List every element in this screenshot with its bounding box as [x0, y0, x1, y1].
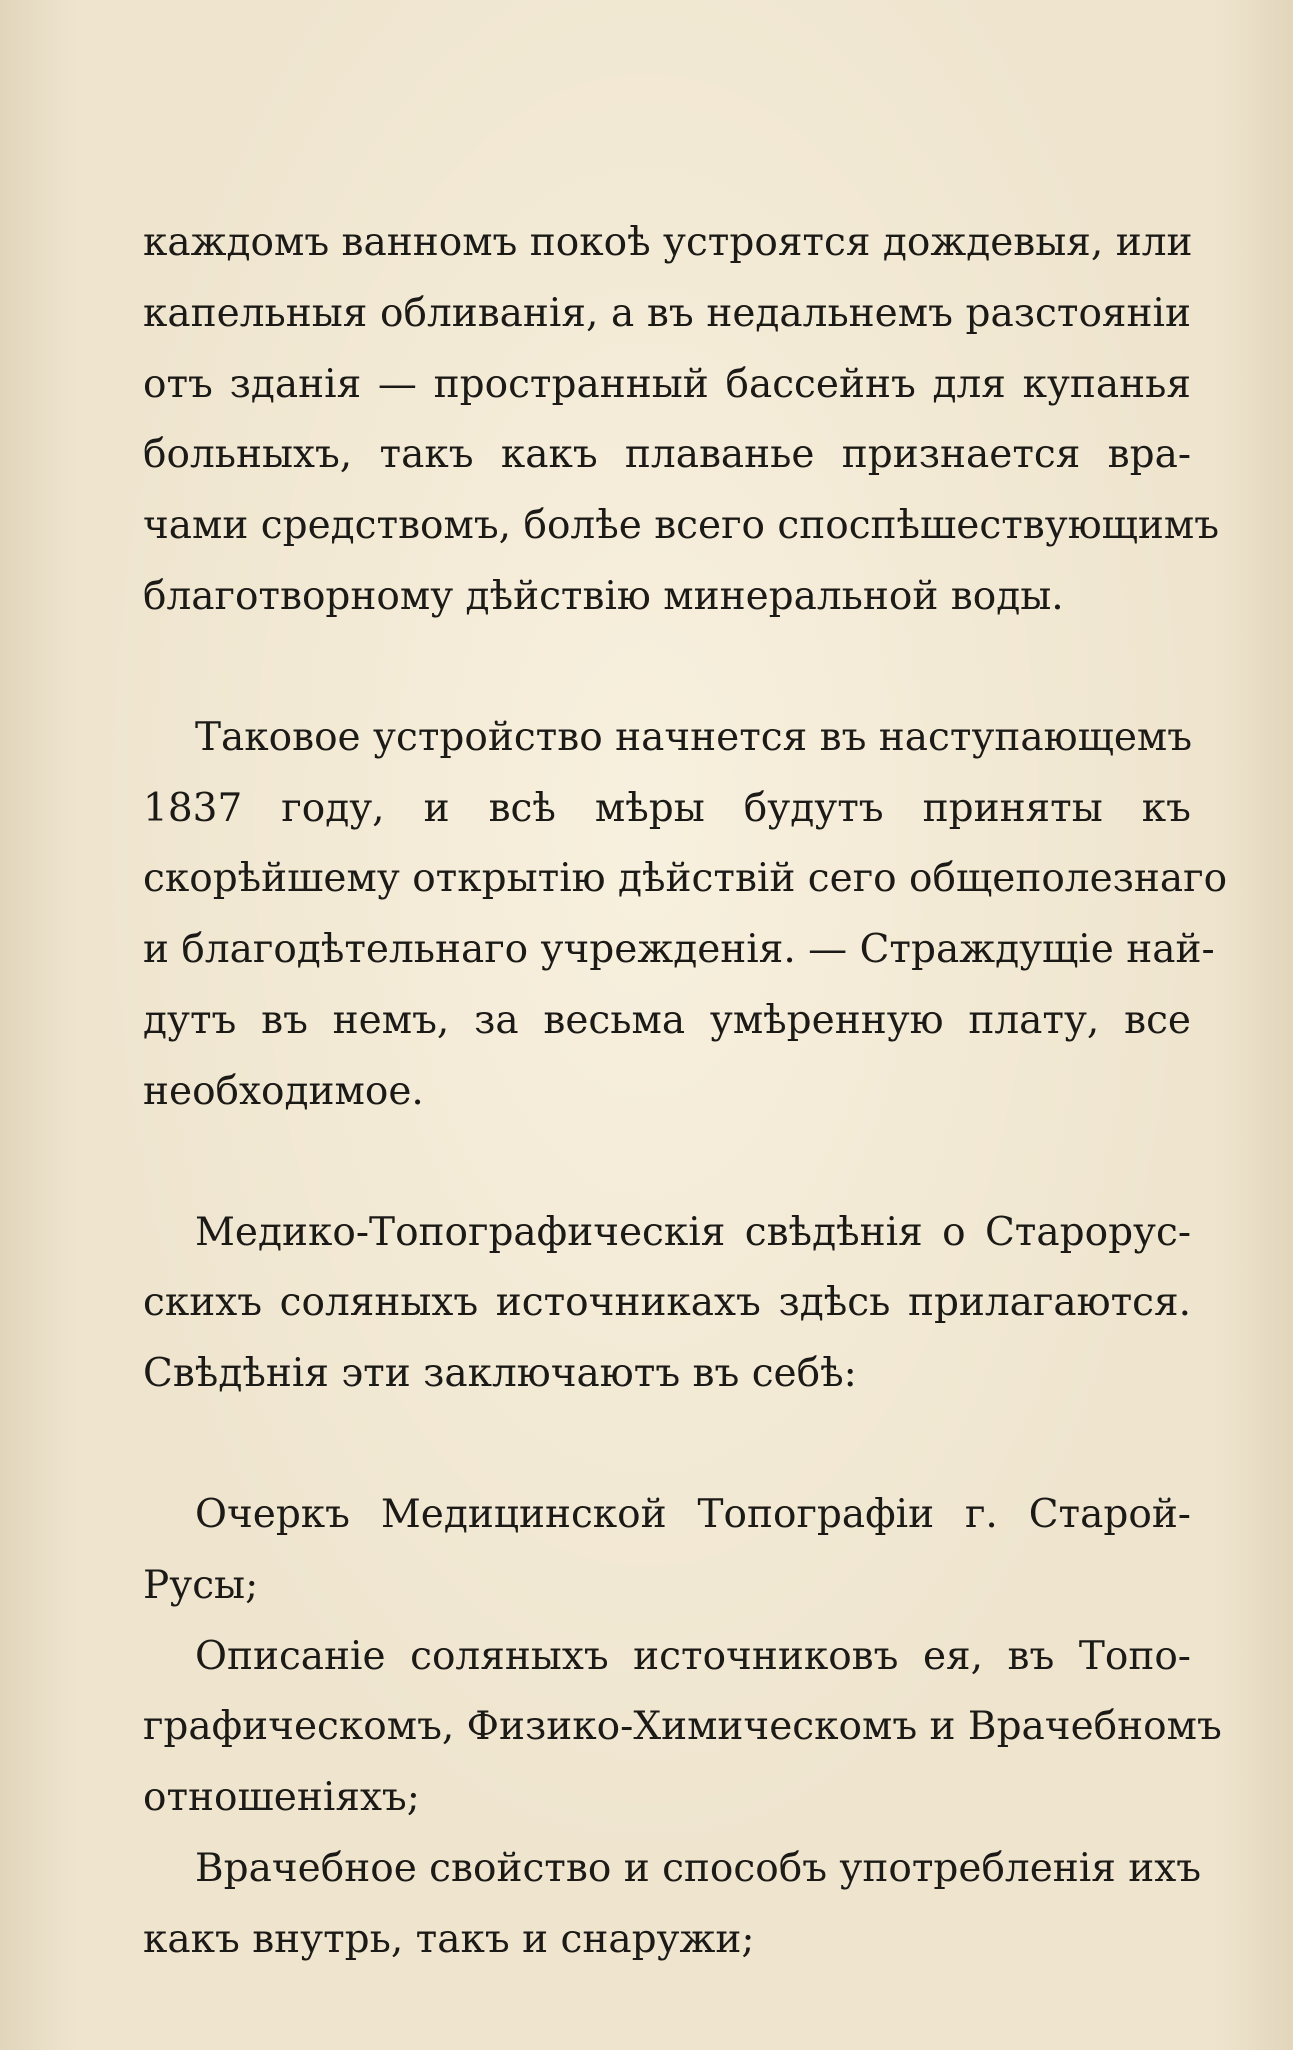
text-line: дутъ въ немъ, за весьма умѣренную плату, все [143, 997, 1191, 1043]
text-line: Описаніе соляныхъ источниковъ ея, въ Топо- [195, 1633, 1191, 1679]
text-line: необходимое. [143, 1068, 424, 1114]
text-line: Очеркъ Медицинской Топографіи г. Старой- [195, 1491, 1191, 1537]
text-line: благотворному дѣйствію минеральной воды. [143, 573, 1064, 619]
text-line: Врачебное свойство и способъ употребленія ихъ [195, 1845, 1202, 1891]
paragraph-5 [143, 1622, 1222, 1834]
paragraph-1 [143, 208, 1220, 633]
text-line: Свѣдѣнія эти заключаютъ въ себѣ: [143, 1351, 857, 1397]
paragraph-3 [143, 1198, 1191, 1410]
paragraph-gap [143, 1128, 1191, 1198]
paragraph-6 [143, 1834, 1202, 1976]
paragraph-4 [143, 1480, 1191, 1622]
text-line: графическомъ, Физико-Химическомъ и Врачебномъ [143, 1704, 1222, 1750]
text-line: отъ зданія — пространный бассейнъ для купанья [143, 361, 1191, 407]
text-line: скихъ соляныхъ источникахъ здѣсь прилагаются. [143, 1280, 1191, 1326]
text-line: больныхъ, такъ какъ плаванье признается вра- [143, 432, 1191, 478]
text-line: какъ внутрь, такъ и снаружи; [143, 1916, 755, 1962]
text-line: чами средствомъ, болѣе всего споспѣшествующимъ [143, 503, 1220, 549]
paragraph-2 [143, 703, 1228, 1128]
text-line: отношеніяхъ; [143, 1775, 420, 1821]
paragraph-gap [143, 633, 1191, 703]
text-line: Медико-Топографическія свѣдѣнія о Старорус- [195, 1209, 1191, 1255]
text-column [143, 208, 1228, 1976]
text-line: каждомъ ванномъ покоѣ устроятся дождевыя, или [143, 220, 1193, 265]
text-line: Русы; [143, 1562, 259, 1608]
text-line: скорѣйшему открытію дѣйствій сего общеполезнаго [143, 856, 1228, 902]
text-line: Таковое устройство начнется въ наступающемъ [195, 714, 1193, 760]
paragraph-gap [143, 1410, 1191, 1480]
text-line: 1837 году, и всѣ мѣры будутъ приняты къ [143, 785, 1191, 831]
text-line: и благодѣтельнаго учрежденія. — Страждущіе най- [143, 927, 1215, 973]
text-line: капельныя обливанія, а въ недальнемъ разстояніи [143, 290, 1191, 336]
